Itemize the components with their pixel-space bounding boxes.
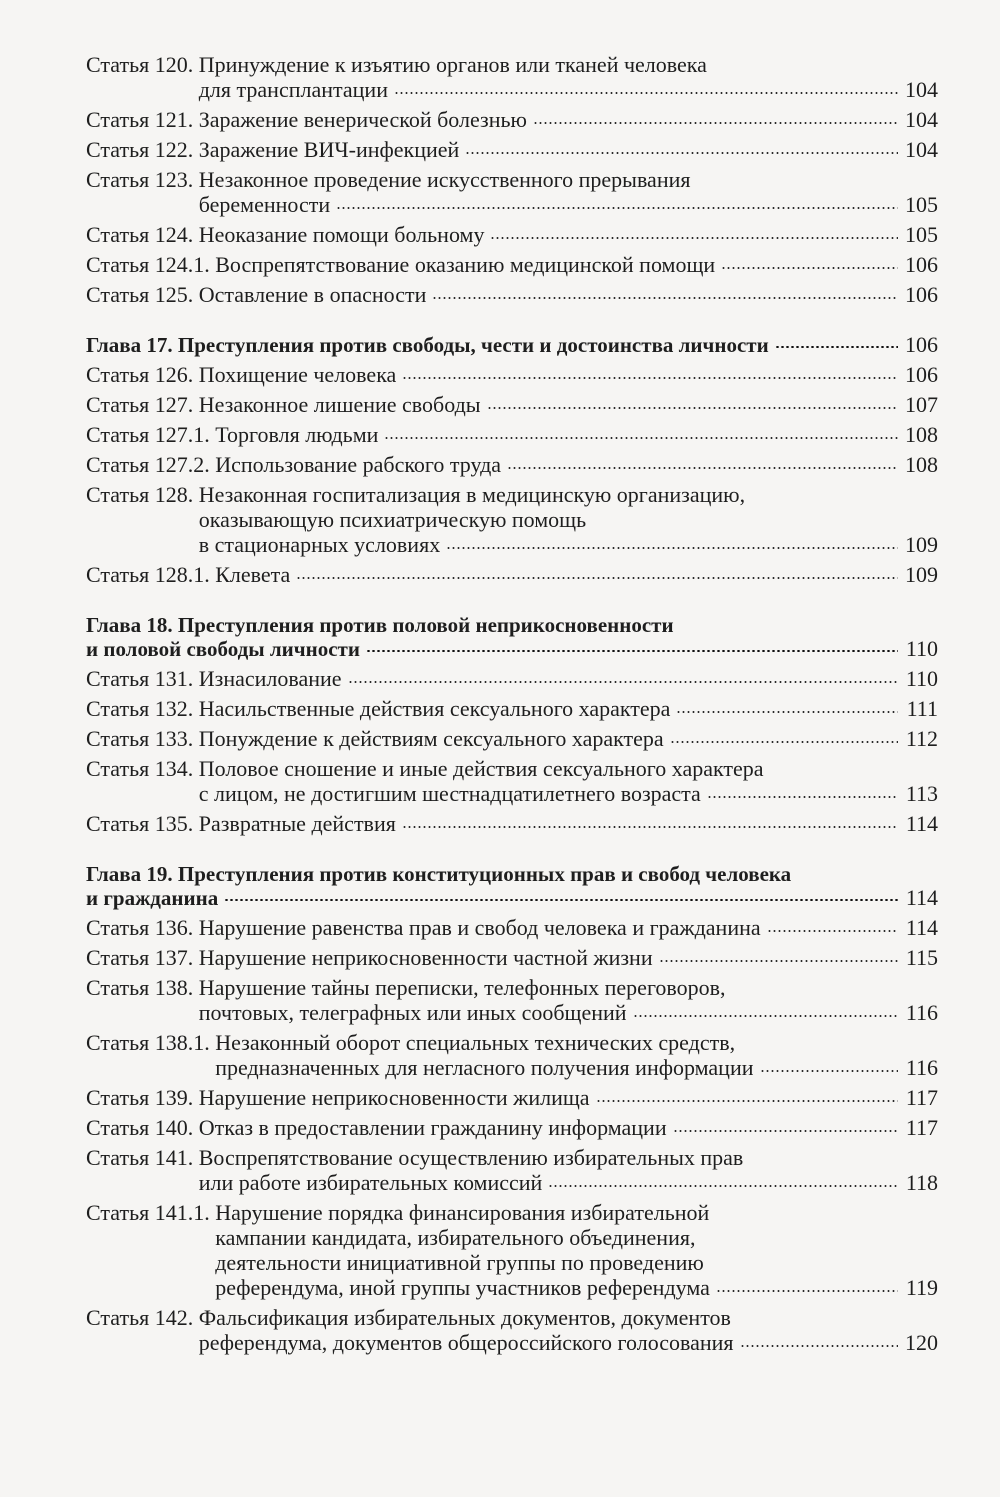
chapter-title-line: и половой свободы личности (86, 637, 360, 661)
article-number: Статья 124. (86, 222, 199, 247)
dot-leader (366, 650, 898, 653)
article-number: Статья 134. (86, 756, 199, 781)
page-number: 105 (905, 222, 938, 247)
toc-section (86, 52, 938, 307)
article-title-line: Незаконное лишение свободы (198, 392, 481, 417)
article-entry[interactable] (86, 482, 938, 557)
article-number: Статья 127.1. (86, 422, 216, 447)
article-title-line: Незаконная госпитализация в медицинскую организацию, (198, 482, 746, 507)
article-title-line: Использование рабского труда (215, 452, 502, 477)
article-title-line: Половое сношение и иные действия сексуального характера (198, 756, 764, 781)
article-entry[interactable] (86, 726, 938, 751)
dot-leader (633, 1015, 898, 1017)
dot-leader (760, 1070, 899, 1072)
table-of-contents (86, 52, 938, 1381)
page-number: 117 (905, 1085, 938, 1110)
article-entry[interactable] (86, 975, 938, 1025)
article-entry[interactable] (86, 137, 938, 162)
article-number: Статья 133. (86, 726, 199, 751)
page-number: 106 (905, 282, 938, 307)
page-number: 111 (906, 696, 938, 721)
page-number: 115 (905, 945, 938, 970)
dot-leader (775, 346, 898, 349)
article-title-line: Нарушение равенства прав и свобод человека и гражданина (198, 915, 761, 940)
article-title-line: Торговля людьми (215, 422, 379, 447)
article-entry[interactable] (86, 1030, 938, 1080)
page-number: 107 (905, 392, 938, 417)
article-entry[interactable] (86, 562, 938, 587)
article-entry[interactable] (86, 167, 938, 217)
page-number: 105 (905, 192, 938, 217)
article-number: Статья 128.1. (86, 562, 216, 587)
page-number: 114 (905, 915, 938, 940)
article-entry[interactable] (86, 252, 938, 277)
article-title-line: предназначенных для негласного получения информации (215, 1055, 754, 1080)
article-title-line: Незаконное проведение искусственного прерывания (198, 167, 691, 192)
page-number: 109 (905, 532, 938, 557)
dot-leader (670, 741, 898, 743)
dot-leader (533, 122, 898, 124)
page-number: 119 (905, 1275, 938, 1300)
toc-section (86, 862, 938, 1355)
article-title-line: оказывающую психиатрическую помощь (198, 507, 587, 532)
article-number: Статья 142. (86, 1305, 199, 1330)
dot-leader (596, 1100, 898, 1102)
page-number: 104 (905, 137, 938, 162)
article-title-line: референдума, иной группы участников референдума (215, 1275, 710, 1300)
article-title-line: референдума, документов общероссийского голосования (198, 1330, 734, 1355)
dot-leader (721, 267, 898, 269)
article-title-line: Неоказание помощи больному (198, 222, 485, 247)
article-title-line: Нарушение неприкосновенности жилища (198, 1085, 590, 1110)
dot-leader (548, 1185, 898, 1187)
article-title-line: в стационарных условиях (198, 532, 441, 557)
dot-leader (767, 930, 898, 932)
article-title-line: Принуждение к изъятию органов или тканей человека (198, 52, 707, 77)
page-number: 117 (905, 1115, 938, 1140)
article-title-line: Понуждение к действиям сексуального характера (198, 726, 664, 751)
article-number: Статья 131. (86, 666, 199, 691)
article-entry[interactable] (86, 107, 938, 132)
dot-leader (716, 1290, 898, 1292)
dot-leader (490, 237, 898, 239)
article-title-line: Клевета (215, 562, 291, 587)
dot-leader (487, 407, 898, 409)
article-title-line: кампании кандидата, избирательного объединения, (215, 1225, 696, 1250)
article-title-line: с лицом, не достигшим шестнадцатилетнего возраста (198, 781, 701, 806)
chapter-title-line: и гражданина (86, 886, 219, 910)
article-title-line: для трансплантации (198, 77, 388, 102)
article-entry[interactable] (86, 222, 938, 247)
article-number: Статья 127. (86, 392, 199, 417)
dot-leader (707, 796, 898, 798)
page-number: 104 (905, 77, 938, 102)
dot-leader (673, 1130, 898, 1132)
dot-leader (740, 1345, 898, 1347)
article-entry[interactable] (86, 756, 938, 806)
page-number: 112 (905, 726, 938, 751)
page-number: 109 (905, 562, 938, 587)
page-number: 114 (905, 885, 938, 910)
dot-leader (296, 577, 898, 579)
page-number: 108 (905, 422, 938, 447)
article-entry[interactable] (86, 1115, 938, 1140)
article-title-line: почтовых, телеграфных или иных сообщений (198, 1000, 627, 1025)
article-entry[interactable] (86, 422, 938, 447)
article-number: Статья 139. (86, 1085, 199, 1110)
article-title-line: Нарушение тайны переписки, телефонных переговоров, (198, 975, 726, 1000)
page-number: 106 (905, 362, 938, 387)
dot-leader (224, 899, 898, 902)
article-title-line: Фальсификация избирательных документов, документов (198, 1305, 731, 1330)
article-number: Статья 132. (86, 696, 199, 721)
chapter-entry[interactable] (86, 613, 938, 661)
article-number: Статья 123. (86, 167, 199, 192)
page-number: 116 (905, 1000, 938, 1025)
article-title-line: Похищение человека (198, 362, 397, 387)
page-number: 110 (905, 666, 938, 691)
article-number: Статья 125. (86, 282, 199, 307)
page-number: 104 (905, 107, 938, 132)
page-number: 116 (905, 1055, 938, 1080)
article-number: Статья 121. (86, 107, 199, 132)
article-number: Статья 124.1. (86, 252, 216, 277)
chapter-title-line: Глава 19. Преступления против конституционных прав и свобод человека (86, 862, 792, 886)
article-number: Статья 140. (86, 1115, 199, 1140)
article-number: Статья 141. (86, 1145, 199, 1170)
article-number: Статья 122. (86, 137, 199, 162)
page-number: 106 (905, 332, 938, 357)
toc-section (86, 333, 938, 587)
chapter-entry[interactable] (86, 862, 938, 910)
article-entry[interactable] (86, 1145, 938, 1195)
article-entry[interactable] (86, 945, 938, 970)
page-number: 110 (905, 636, 938, 661)
article-entry[interactable] (86, 362, 938, 387)
article-number: Статья 136. (86, 915, 199, 940)
chapter-title-line: Глава 17. Преступления против свободы, чести и достоинства личности (86, 333, 769, 357)
page-number: 108 (905, 452, 938, 477)
dot-leader (384, 437, 898, 439)
page-number: 106 (905, 252, 938, 277)
chapter-title-line: Глава 18. Преступления против половой неприкосновенности (86, 613, 674, 637)
dot-leader (402, 826, 898, 828)
article-entry[interactable] (86, 915, 938, 940)
article-entry[interactable] (86, 392, 938, 417)
article-number: Статья 138.1. (86, 1030, 216, 1055)
page-number: 118 (905, 1170, 938, 1195)
article-title-line: беременности (198, 192, 331, 217)
article-number: Статья 135. (86, 811, 199, 836)
article-title-line: Заражение венерической болезнью (198, 107, 527, 132)
article-number: Статья 141.1. (86, 1200, 216, 1225)
dot-leader (336, 207, 898, 209)
chapter-entry[interactable] (86, 333, 938, 357)
article-title-line: Изнасилование (198, 666, 342, 691)
article-entry[interactable] (86, 1305, 938, 1355)
dot-leader (507, 467, 898, 469)
article-title-line: Нарушение порядка финансирования избирательной (215, 1200, 710, 1225)
article-entry[interactable] (86, 811, 938, 836)
article-entry[interactable] (86, 666, 938, 691)
dot-leader (465, 152, 898, 154)
dot-leader (659, 960, 898, 962)
article-title-line: деятельности инициативной группы по проведению (215, 1250, 704, 1275)
article-number: Статья 138. (86, 975, 199, 1000)
article-entry[interactable] (86, 282, 938, 307)
article-entry[interactable] (86, 452, 938, 477)
dot-leader (676, 711, 898, 713)
page-number: 120 (905, 1330, 938, 1355)
article-title-line: Незаконный оборот специальных технических средств, (215, 1030, 736, 1055)
article-number: Статья 120. (86, 52, 199, 77)
article-title-line: Заражение ВИЧ-инфекцией (198, 137, 460, 162)
article-entry[interactable] (86, 1200, 938, 1300)
dot-leader (348, 681, 898, 683)
article-title-line: Развратные действия (198, 811, 396, 836)
article-title-line: Воспрепятствование оказанию медицинской помощи (215, 252, 716, 277)
article-title-line: Насильственные действия сексуального характера (198, 696, 671, 721)
dot-leader (432, 297, 898, 299)
article-title-line: Нарушение неприкосновенности частной жизни (198, 945, 653, 970)
toc-section (86, 613, 938, 836)
article-entry[interactable] (86, 1085, 938, 1110)
article-entry[interactable] (86, 696, 938, 721)
dot-leader (402, 377, 898, 379)
article-number: Статья 128. (86, 482, 199, 507)
page-number: 114 (905, 811, 938, 836)
article-title-line: Отказ в предоставлении гражданину информации (198, 1115, 667, 1140)
article-entry[interactable] (86, 52, 938, 102)
dot-leader (446, 547, 898, 549)
article-title-line: Воспрепятствование осуществлению избирательных прав (198, 1145, 744, 1170)
article-number: Статья 126. (86, 362, 199, 387)
article-title-line: Оставление в опасности (198, 282, 427, 307)
article-title-line: или работе избирательных комиссий (198, 1170, 543, 1195)
article-number: Статья 127.2. (86, 452, 216, 477)
dot-leader (394, 92, 898, 94)
article-number: Статья 137. (86, 945, 199, 970)
page-number: 113 (905, 781, 938, 806)
